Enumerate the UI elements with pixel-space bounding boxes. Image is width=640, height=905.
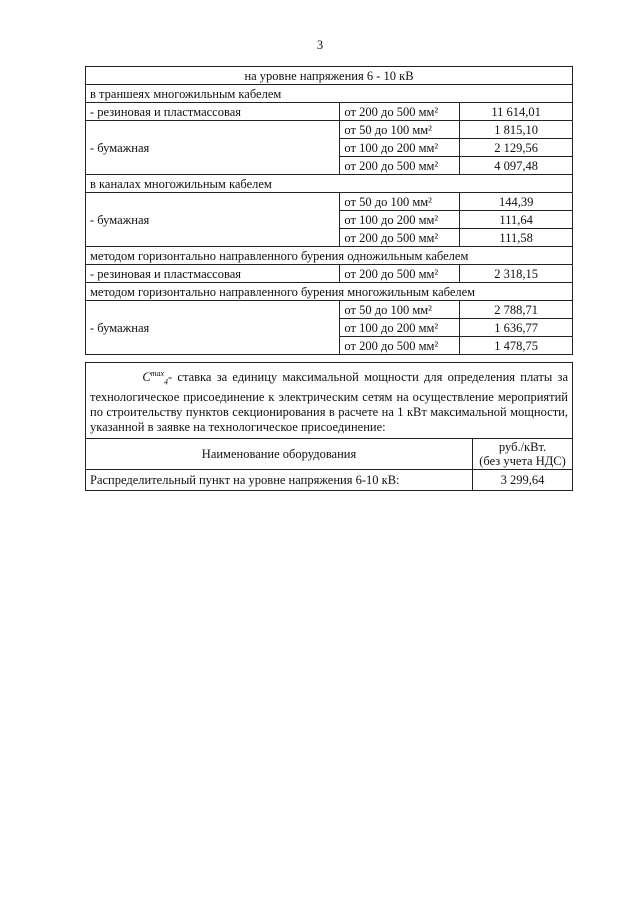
cross-section-range: от 200 до 500 мм² [340, 157, 460, 175]
section-title: методом горизонтально направленного бурения многожильным кабелем [86, 283, 573, 301]
rate-value: 111,64 [460, 211, 573, 229]
table-row [86, 193, 573, 211]
table-row [86, 265, 573, 283]
cable-type: - резиновая и пластмассовая [86, 103, 340, 121]
rate-value: 1 815,10 [460, 121, 573, 139]
cross-section-range: от 200 до 500 мм² [340, 337, 460, 355]
page-number: 3 [316, 38, 324, 52]
cable-type: - бумажная [86, 301, 340, 355]
cross-section-range: от 50 до 100 мм² [340, 301, 460, 319]
column-header-equipment: Наименование оборудования [86, 438, 473, 469]
section-title: в траншеях многожильным кабелем [86, 85, 573, 103]
rate-value: 11 614,01 [460, 103, 573, 121]
rate-value: 2 788,71 [460, 301, 573, 319]
rate-value: 144,39 [460, 193, 573, 211]
cable-type: - бумажная [86, 193, 340, 247]
section-title-row [86, 283, 573, 301]
tariff-table-sectioning [85, 362, 573, 491]
rate-value: 111,58 [460, 229, 573, 247]
rate-value: 1 478,75 [460, 337, 573, 355]
rate-description [86, 363, 573, 439]
rate-value: 2 318,15 [460, 265, 573, 283]
cross-section-range: от 100 до 200 мм² [340, 211, 460, 229]
cable-type: - бумажная [86, 121, 340, 175]
cross-section-range: от 200 до 500 мм² [340, 229, 460, 247]
section-title-row [86, 175, 573, 193]
section-title: в каналах многожильным кабелем [86, 175, 573, 193]
cross-section-range: от 50 до 100 мм² [340, 121, 460, 139]
rate-description-text: - ставка за единицу максимальной мощности для определения платы за технологическое присоединение к электрическим сетям на осуществление мероприятий по строительству пунктов секционирования в расчете на 1 кВт максимальной мощности, указанной в заявке на технологическое присоединение: [90, 370, 568, 434]
rate-value: 4 097,48 [460, 157, 573, 175]
cross-section-range: от 100 до 200 мм² [340, 319, 460, 337]
cross-section-range: от 100 до 200 мм² [340, 139, 460, 157]
unit-label: руб./кВт. [498, 439, 547, 454]
table-row [86, 121, 573, 139]
table-row [86, 469, 573, 490]
table-row [86, 103, 573, 121]
rate-formula-symbol: $C^{max}_4$ [142, 369, 169, 387]
cross-section-range: от 200 до 500 мм² [340, 103, 460, 121]
cable-type: - резиновая и пластмассовая [86, 265, 340, 283]
cross-section-range: от 200 до 500 мм² [340, 265, 460, 283]
column-header-unit [473, 438, 573, 469]
equipment-rate-value: 3 299,64 [473, 469, 573, 490]
equipment-name: Распределительный пункт на уровне напряжения 6-10 кВ: [86, 469, 473, 490]
rate-value: 1 636,77 [460, 319, 573, 337]
table-row [86, 301, 573, 319]
voltage-header: на уровне напряжения 6 - 10 кВ [86, 67, 573, 85]
cross-section-range: от 50 до 100 мм² [340, 193, 460, 211]
table-header-row [86, 438, 573, 469]
section-title: методом горизонтально направленного бурения одножильным кабелем [86, 247, 573, 265]
tariff-table-cable [85, 66, 573, 355]
section-title-row [86, 247, 573, 265]
unit-note: (без учета НДС) [479, 453, 566, 468]
section-title-row [86, 85, 573, 103]
rate-description-row [86, 363, 573, 439]
table-row-voltage-header [86, 67, 573, 85]
rate-value: 2 129,56 [460, 139, 573, 157]
